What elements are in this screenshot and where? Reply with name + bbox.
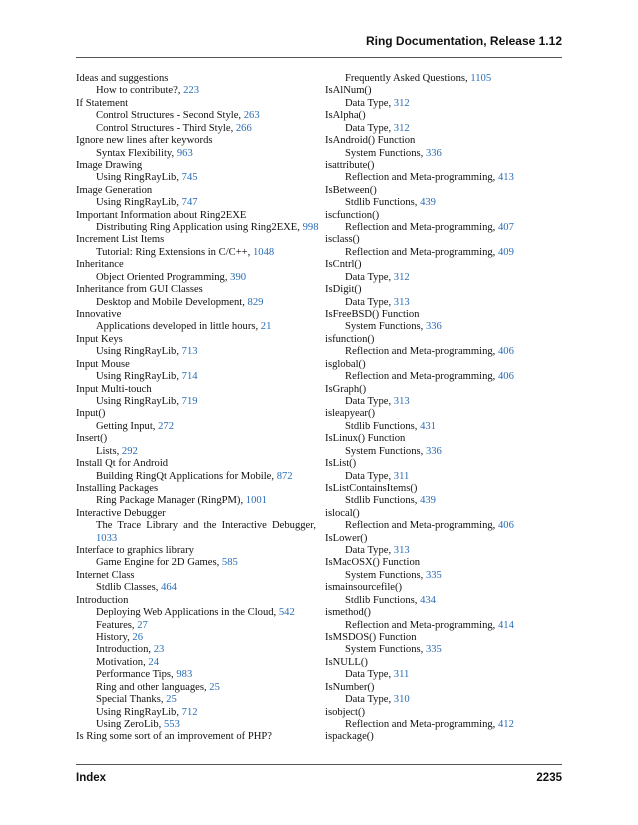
index-term xyxy=(325,731,565,743)
index-term-text: IsDigit() xyxy=(325,284,362,296)
index-subentry-text: Using RingRayLib, xyxy=(96,371,179,383)
index-term xyxy=(76,458,316,470)
index-subentry-text: System Functions, xyxy=(345,321,424,333)
index-subentry-text: Distributing Ring Application using Ring2EXE, xyxy=(96,222,300,234)
index-subentry xyxy=(325,371,565,383)
index-subentry xyxy=(325,346,565,358)
index-subentry xyxy=(76,632,316,644)
index-term xyxy=(76,408,316,420)
index-subentry xyxy=(76,657,316,669)
index-subentry xyxy=(325,98,565,110)
index-term-text: IsAlpha() xyxy=(325,110,366,122)
index-term-text: isclass() xyxy=(325,234,360,246)
index-subentry xyxy=(325,520,565,532)
page-reference-link[interactable]: 714 xyxy=(181,371,198,383)
index-subentry xyxy=(76,446,316,458)
index-column-right xyxy=(325,73,565,744)
index-term-text: Input Multi-touch xyxy=(76,383,152,395)
page-reference-link[interactable]: 292 xyxy=(121,445,138,457)
index-subentry-text: Data Type, xyxy=(345,296,392,308)
index-term xyxy=(325,433,565,445)
index-term-text: Input Keys xyxy=(76,333,123,345)
index-term xyxy=(325,632,565,644)
page-reference-link[interactable]: 25 xyxy=(209,681,220,693)
page-reference-link[interactable]: 409 xyxy=(497,246,514,258)
index-term xyxy=(76,259,316,271)
page-reference-link[interactable]: 336 xyxy=(425,147,442,159)
index-subentry xyxy=(325,73,565,85)
page-reference-link[interactable]: 223 xyxy=(183,85,199,97)
index-term-text: IsFreeBSD() Function xyxy=(325,309,420,321)
index-subentry-text: Desktop and Mobile Development, xyxy=(96,296,245,308)
page-reference-link[interactable]: 1001 xyxy=(245,495,267,507)
index-subentry-text: Reflection and Meta-programming, xyxy=(345,718,496,730)
index-term xyxy=(76,508,316,520)
index-subentry xyxy=(76,371,316,383)
index-subentry-text: Lists, xyxy=(96,445,120,457)
page-reference-link[interactable]: 272 xyxy=(158,420,174,432)
page-reference-link[interactable]: 553 xyxy=(163,718,180,730)
index-subentry xyxy=(325,272,565,284)
page-reference-link[interactable]: 25 xyxy=(166,694,177,706)
index-subentry-text: Using ZeroLib, xyxy=(96,718,162,730)
page-reference-link[interactable]: 23 xyxy=(153,644,165,656)
page-reference-link[interactable]: 439 xyxy=(420,495,436,507)
index-subentry-text: Ring and other languages, xyxy=(96,681,207,693)
page-reference-link[interactable]: 412 xyxy=(497,718,514,730)
page-reference-link[interactable]: 413 xyxy=(497,172,514,184)
page-reference-link[interactable]: 431 xyxy=(420,420,436,432)
index-subentry-text: System Functions, xyxy=(345,569,424,581)
index-term-text: Input Mouse xyxy=(76,358,130,370)
index-subentry-text: Control Structures - Second Style, xyxy=(96,110,242,122)
index-term-text: ismethod() xyxy=(325,607,371,619)
index-term-text: iscfunction() xyxy=(325,209,380,221)
index-subentry xyxy=(325,297,565,309)
index-term xyxy=(325,508,565,520)
index-subentry xyxy=(76,607,316,619)
index-subentry xyxy=(76,247,316,259)
index-subentry xyxy=(325,123,565,135)
index-term-text: Innovative xyxy=(76,309,122,321)
index-subentry-text: Object Oriented Programming, xyxy=(96,271,228,283)
index-term-text: ispackage() xyxy=(325,731,374,743)
index-subentry xyxy=(76,222,319,234)
index-subentry-text: System Functions, xyxy=(345,147,424,159)
index-subentry xyxy=(76,346,316,358)
index-term xyxy=(76,483,316,495)
index-subentry xyxy=(76,582,316,594)
index-term xyxy=(76,731,316,743)
index-subentry-text: The Trace Library and the Interactive Debugger, xyxy=(96,520,316,532)
index-subentry xyxy=(76,644,316,656)
index-subentry xyxy=(325,669,565,681)
index-term xyxy=(325,557,565,569)
footer-section-label: Index xyxy=(76,772,107,784)
page-reference-link[interactable]: 414 xyxy=(497,619,514,631)
index-term-text: Image Drawing xyxy=(76,159,143,171)
index-subentry xyxy=(76,123,316,135)
index-subentry-text: Features, xyxy=(96,619,135,631)
index-term-text: IsGraph() xyxy=(325,383,367,395)
index-subentry-text: Stdlib Functions, xyxy=(345,594,418,606)
index-term xyxy=(325,582,565,594)
index-subentry-text: Performance Tips, xyxy=(96,669,174,681)
page-reference-link[interactable]: 311 xyxy=(393,470,410,482)
index-subentry-text: Data Type, xyxy=(345,97,392,109)
index-term-text: Input() xyxy=(76,408,106,420)
page-reference-link[interactable]: 829 xyxy=(247,296,264,308)
index-subentry xyxy=(325,148,565,160)
index-term xyxy=(325,533,565,545)
page-reference-link[interactable]: 335 xyxy=(425,569,442,581)
index-subentry-text: How to contribute?, xyxy=(96,85,181,97)
page-reference-link[interactable]: 464 xyxy=(161,582,177,594)
index-subentry-text: History, xyxy=(96,631,130,643)
index-term xyxy=(76,433,316,445)
index-subentry-text: Stdlib Functions, xyxy=(345,197,418,209)
index-term-text: Ideas and suggestions xyxy=(76,73,169,84)
index-term xyxy=(325,682,565,694)
page-reference-link[interactable]: 312 xyxy=(393,271,410,283)
page-reference-link[interactable]: 336 xyxy=(425,321,442,333)
index-subentry-text: Data Type, xyxy=(345,271,392,283)
index-subentry xyxy=(76,694,316,706)
index-term xyxy=(76,309,316,321)
index-term xyxy=(325,483,565,495)
index-term-text: IsMacOSX() Function xyxy=(325,557,421,569)
index-subentry xyxy=(76,520,316,545)
index-subentry xyxy=(76,197,316,209)
index-subentry xyxy=(76,272,316,284)
page-reference-link[interactable]: 263 xyxy=(243,110,260,122)
index-term xyxy=(325,185,565,197)
index-term-text: Insert() xyxy=(76,433,108,445)
index-term-text: isfunction() xyxy=(325,333,375,345)
index-subentry xyxy=(325,222,565,234)
index-subentry xyxy=(76,495,316,507)
index-subentry-text: Data Type, xyxy=(345,545,392,557)
index-subentry-text: Using RingRayLib, xyxy=(96,395,179,407)
index-term-text: IsNULL() xyxy=(325,656,368,668)
index-subentry-text: Ring Package Manager (RingPM), xyxy=(96,495,244,507)
index-term xyxy=(76,210,316,222)
page-reference-link[interactable]: 312 xyxy=(393,122,410,134)
index-subentry-text: Frequently Asked Questions, xyxy=(345,73,468,84)
page-reference-link[interactable]: 998 xyxy=(302,222,319,234)
page-reference-link[interactable]: 336 xyxy=(425,445,442,457)
index-term xyxy=(76,359,316,371)
index-subentry xyxy=(325,197,565,209)
index-term xyxy=(76,334,316,346)
index-term-text: IsCntrl() xyxy=(325,259,362,271)
index-term xyxy=(325,210,565,222)
page-reference-link[interactable]: 1048 xyxy=(252,246,275,258)
index-term-text: Internet Class xyxy=(76,569,135,581)
footer-rule xyxy=(76,764,562,765)
index-subentry-text: Using RingRayLib, xyxy=(96,346,179,358)
index-subentry-text: Data Type, xyxy=(345,395,392,407)
page-reference-link[interactable]: 26 xyxy=(132,631,143,643)
index-subentry xyxy=(325,595,565,607)
header-rule xyxy=(76,57,562,58)
index-subentry xyxy=(325,644,565,656)
index-subentry xyxy=(76,421,316,433)
index-term-text: Increment List Items xyxy=(76,234,165,246)
page-reference-link[interactable]: 434 xyxy=(420,594,436,606)
index-subentry xyxy=(76,297,316,309)
index-subentry xyxy=(76,707,316,719)
index-term xyxy=(325,259,565,271)
index-term xyxy=(76,234,316,246)
page-reference-link[interactable]: 963 xyxy=(176,147,193,159)
page-reference-link[interactable]: 713 xyxy=(181,346,198,358)
index-term-text: IsBetween() xyxy=(325,184,377,196)
index-subentry-text: Stdlib Classes, xyxy=(96,582,159,594)
index-subentry-text: Control Structures - Third Style, xyxy=(96,122,234,134)
index-subentry-text: Data Type, xyxy=(345,669,392,681)
index-term-text: IsLinux() Function xyxy=(325,433,406,445)
index-term xyxy=(325,607,565,619)
page-reference-link[interactable]: 747 xyxy=(181,197,198,209)
page-reference-link[interactable]: 719 xyxy=(181,395,198,407)
index-subentry xyxy=(76,620,316,632)
index-subentry xyxy=(76,471,316,483)
index-subentry xyxy=(76,172,316,184)
index-term xyxy=(325,110,565,122)
page-reference-link[interactable]: 311 xyxy=(393,669,410,681)
index-term xyxy=(76,545,316,557)
page-reference-link[interactable]: 872 xyxy=(276,470,293,482)
index-subentry xyxy=(76,557,316,569)
index-subentry-text: Using RingRayLib, xyxy=(96,197,179,209)
index-subentry-text: Data Type, xyxy=(345,122,392,134)
page-reference-link[interactable]: 439 xyxy=(420,197,436,209)
index-term xyxy=(76,595,316,607)
page-reference-link[interactable]: 310 xyxy=(393,694,410,706)
index-term xyxy=(325,657,565,669)
index-term-text: If Statement xyxy=(76,97,129,109)
index-subentry-text: Introduction, xyxy=(96,644,152,656)
index-subentry-text: Applications developed in little hours, xyxy=(96,321,259,333)
index-subentry-text: Reflection and Meta-programming, xyxy=(345,371,496,383)
index-term-text: isobject() xyxy=(325,706,366,718)
index-subentry-text: Tutorial: Ring Extensions in C/C++, xyxy=(96,246,251,258)
index-subentry-text: Data Type, xyxy=(345,694,392,706)
index-subentry-text: Using RingRayLib, xyxy=(96,706,179,718)
index-term xyxy=(76,98,316,110)
index-term-text: IsNumber() xyxy=(325,681,375,693)
index-subentry xyxy=(76,85,316,97)
page-reference-link[interactable]: 745 xyxy=(181,172,198,184)
index-subentry-text: Special Thanks, xyxy=(96,694,164,706)
index-subentry xyxy=(325,694,565,706)
page-reference-link[interactable]: 983 xyxy=(176,669,193,681)
page-reference-link[interactable]: 585 xyxy=(221,557,238,569)
page-reference-link[interactable]: 1033 xyxy=(96,532,118,544)
index-subentry-text: Reflection and Meta-programming, xyxy=(345,172,496,184)
index-subentry xyxy=(325,719,565,731)
index-term xyxy=(76,73,316,85)
index-subentry xyxy=(76,110,316,122)
index-term xyxy=(325,135,565,147)
index-term-text: Important Information about Ring2EXE xyxy=(76,209,247,221)
page-reference-link[interactable]: 390 xyxy=(230,271,247,283)
index-subentry xyxy=(325,495,565,507)
index-subentry-text: Using RingRayLib, xyxy=(96,172,179,184)
index-term-text: Introduction xyxy=(76,594,129,606)
index-term xyxy=(325,707,565,719)
index-term-text: ismainsourcefile() xyxy=(325,582,403,594)
index-term-text: Install Qt for Android xyxy=(76,458,169,470)
index-term xyxy=(325,359,565,371)
index-term-text: Interactive Debugger xyxy=(76,507,166,519)
page-reference-link[interactable]: 1105 xyxy=(470,73,492,84)
index-subentry xyxy=(76,682,316,694)
index-subentry-text: Getting Input, xyxy=(96,420,156,432)
index-term-text: IsList() xyxy=(325,458,357,470)
index-term xyxy=(325,85,565,97)
index-term xyxy=(76,284,316,296)
page-reference-link[interactable]: 21 xyxy=(260,321,272,333)
index-subentry xyxy=(325,396,565,408)
index-term-text: Ignore new lines after keywords xyxy=(76,135,213,147)
index-subentry-text: Data Type, xyxy=(345,470,392,482)
index-subentry xyxy=(325,247,565,259)
page-reference-link[interactable]: 313 xyxy=(393,395,410,407)
page-reference-link[interactable]: 266 xyxy=(235,122,252,134)
page-reference-link[interactable]: 406 xyxy=(497,346,514,358)
index-term xyxy=(325,384,565,396)
page-reference-link[interactable]: 27 xyxy=(137,619,148,631)
index-subentry-text: Reflection and Meta-programming, xyxy=(345,246,496,258)
index-subentry xyxy=(76,321,316,333)
index-term xyxy=(325,160,565,172)
index-term-text: Image Generation xyxy=(76,184,153,196)
index-subentry-text: Motivation, xyxy=(96,656,146,668)
page-reference-link[interactable]: 712 xyxy=(181,706,198,718)
index-term-text: islocal() xyxy=(325,507,360,519)
index-subentry xyxy=(76,719,316,731)
page-reference-link[interactable]: 406 xyxy=(497,520,514,532)
index-subentry xyxy=(325,545,565,557)
index-term-text: IsAlNum() xyxy=(325,85,372,97)
index-subentry-text: Stdlib Functions, xyxy=(345,420,418,432)
page-reference-link[interactable]: 24 xyxy=(148,656,159,668)
index-term xyxy=(325,458,565,470)
index-term-text: IsAndroid() Function xyxy=(325,135,416,147)
index-term-text: isattribute() xyxy=(325,159,375,171)
index-term-text: Interface to graphics library xyxy=(76,545,194,557)
index-subentry xyxy=(76,669,316,681)
index-term xyxy=(325,408,565,420)
page-reference-link[interactable]: 313 xyxy=(393,296,410,308)
index-subentry-text: Reflection and Meta-programming, xyxy=(345,346,496,358)
index-term xyxy=(325,234,565,246)
index-subentry xyxy=(325,421,565,433)
index-term xyxy=(76,185,316,197)
index-subentry-text: Syntax Flexibility, xyxy=(96,147,175,159)
index-term-text: IsLower() xyxy=(325,532,368,544)
page-header-title: Ring Documentation, Release 1.12 xyxy=(365,34,562,48)
index-subentry-text: Stdlib Functions, xyxy=(345,495,418,507)
page-reference-link[interactable]: 407 xyxy=(497,222,514,234)
index-subentry xyxy=(325,172,565,184)
index-term xyxy=(325,334,565,346)
index-subentry xyxy=(325,446,565,458)
index-term-text: Inheritance from GUI Classes xyxy=(76,284,203,296)
index-subentry-text: System Functions, xyxy=(345,445,424,457)
page-reference-link[interactable]: 313 xyxy=(393,545,410,557)
footer-page-number: 2235 xyxy=(536,772,562,784)
index-term xyxy=(76,384,316,396)
index-subentry xyxy=(76,396,316,408)
index-term xyxy=(325,284,565,296)
index-subentry-text: Building RingQt Applications for Mobile, xyxy=(96,470,275,482)
index-term-text: IsMSDOS() Function xyxy=(325,631,417,643)
index-term xyxy=(76,570,316,582)
page-reference-link[interactable]: 542 xyxy=(278,607,295,619)
index-term-text: isleapyear() xyxy=(325,408,375,420)
index-term-text: Inheritance xyxy=(76,259,124,271)
index-subentry xyxy=(76,148,316,160)
index-subentry-text: Deploying Web Applications in the Cloud, xyxy=(96,607,277,619)
index-subentry xyxy=(325,471,565,483)
index-term xyxy=(325,309,565,321)
page-reference-link[interactable]: 312 xyxy=(393,97,410,109)
index-subentry xyxy=(325,321,565,333)
index-subentry-text: Reflection and Meta-programming, xyxy=(345,222,496,234)
index-term-text: IsListContainsItems() xyxy=(325,482,418,494)
page-reference-link[interactable]: 406 xyxy=(497,371,514,383)
index-subentry-text: Reflection and Meta-programming, xyxy=(345,520,496,532)
index-term xyxy=(76,160,316,172)
index-subentry-text: Game Engine for 2D Games, xyxy=(96,557,220,569)
index-term xyxy=(76,135,316,147)
index-term-text: Is Ring some sort of an improvement of PHP? xyxy=(76,731,272,743)
index-subentry xyxy=(325,620,565,632)
index-subentry-text: Reflection and Meta-programming, xyxy=(345,619,496,631)
index-term-text: isglobal() xyxy=(325,358,366,370)
index-term-text: Installing Packages xyxy=(76,482,159,494)
index-column-left xyxy=(76,73,319,744)
page-reference-link[interactable]: 335 xyxy=(425,644,442,656)
index-subentry xyxy=(325,570,565,582)
index-subentry-text: System Functions, xyxy=(345,644,424,656)
